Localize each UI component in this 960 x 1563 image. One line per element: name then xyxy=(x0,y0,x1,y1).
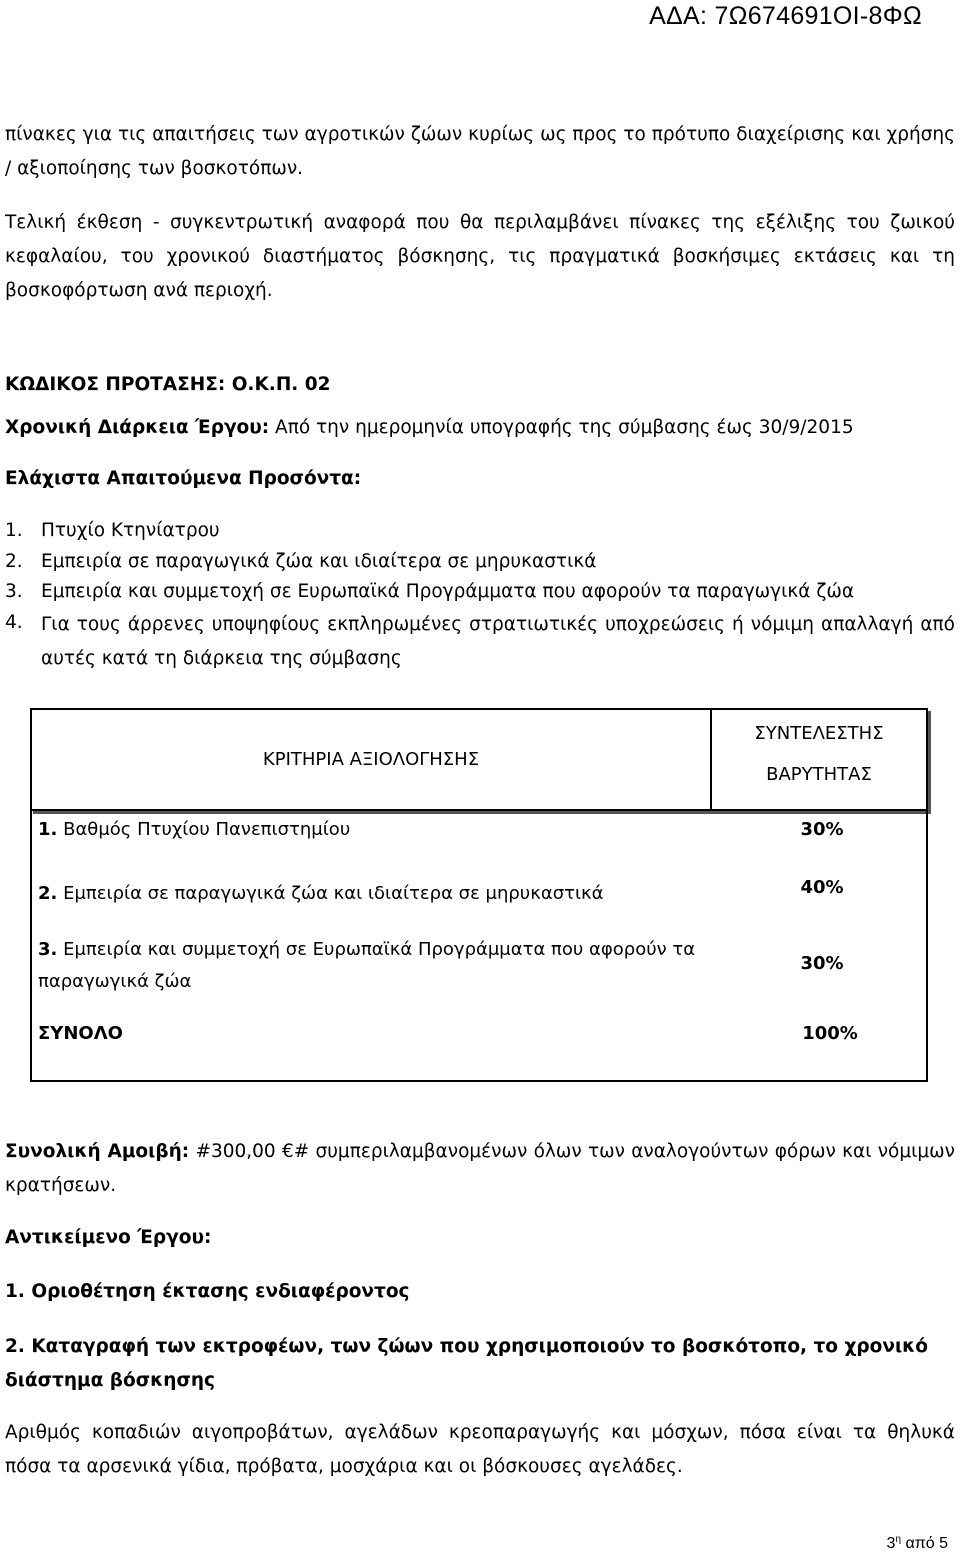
proposal-code: ΚΩΔΙΚΟΣ ΠΡΟΤΑΣΗΣ: Ο.Κ.Π. 02 xyxy=(5,374,331,395)
criterion-weight: 30% xyxy=(800,953,844,974)
list-item-text: Εμπειρία και συμμετοχή σε Ευρωπαϊκά Προγράμματα που αφορούν τα παραγωγικά ζώα xyxy=(41,581,855,602)
criterion-label xyxy=(38,934,698,998)
list-item xyxy=(5,547,955,578)
list-item-text: Εμπειρία σε παραγωγικά ζώα και ιδιαίτερα σε μηρυκαστικά xyxy=(41,550,597,572)
duration-label: Χρονική Διάρκεια Έργου: xyxy=(5,417,270,438)
criteria-table-header xyxy=(30,708,928,811)
criterion-weight: 40% xyxy=(800,877,844,898)
criterion-number: 3. xyxy=(38,939,58,960)
intro-paragraph-1: πίνακες για τις απαιτήσεις των αγροτικών ζώων κυρίως ως προς το πρότυπο διαχείρισης και χρήσης / αξιοποίησης των βοσκοτόπων. xyxy=(5,124,955,179)
list-item-text: Πτυχίο Κτηνίατρου xyxy=(41,520,220,541)
criterion-label xyxy=(38,878,718,910)
weight-header-line-2: ΒΑΡΥΤΗΤΑΣ xyxy=(766,764,872,785)
criterion-text: Βαθμός Πτυχίου Πανεπιστημίου xyxy=(57,819,351,840)
list-item xyxy=(5,516,955,547)
page-current: 3 xyxy=(886,1535,896,1552)
project-duration xyxy=(5,411,854,445)
criterion-text: Εμπειρία σε παραγωγικά ζώα και ιδιαίτερα σε μηρυκαστικά xyxy=(57,883,604,904)
fee-value: #300,00 €# συμπεριλαμβανομένων όλων των αναλογούντων φόρων και νόμιμων κρατήσεων. xyxy=(5,1141,955,1196)
page-ordinal: η xyxy=(895,1534,902,1545)
total-label: ΣΥΝΟΛΟ xyxy=(38,1023,123,1044)
weight-header-line-1: ΣΥΝΤΕΛΕΣΤΗΣ xyxy=(754,723,884,744)
criteria-total-row xyxy=(38,1018,888,1050)
fee-label: Συνολική Αμοιβή: xyxy=(5,1141,190,1162)
intro-paragraph-2: Τελική έκθεση - συγκεντρωτική αναφορά που θα περιλαμβάνει πίνακες της εξέλιξης του ζωικού κεφαλαίου, του χρονικού διαστήματος βόσκησης, τις πραγματικά βοσκήσιμες εκτάσεις και τη βοσκοφόρτωση ανά περιοχή. xyxy=(5,212,955,301)
duration-value: Από την ημερομηνία υπογραφής της σύμβασης έως 30/9/2015 xyxy=(269,417,854,438)
requirements-list xyxy=(5,516,955,676)
total-fee xyxy=(5,1135,955,1203)
list-item-number: 1. xyxy=(5,520,23,541)
criterion-text: Εμπειρία και συμμετοχή σε Ευρωπαϊκά Προγράμματα που αφορούν τα παραγωγικά ζώα xyxy=(38,939,696,992)
criterion-weight: 30% xyxy=(800,819,844,840)
total-value: 100% xyxy=(802,1023,858,1044)
subject-item-2-description: Αριθμός κοπαδιών αιγοπροβάτων, αγελάδων κρεοπαραγωγής και μόσχων, πόσα είναι τα θηλυκά πόσα τα αρσενικά γίδια, πρόβατα, μοσχάρια και οι βόσκουσες αγελάδες. xyxy=(5,1422,955,1477)
criterion-number: 1. xyxy=(38,819,58,840)
list-item xyxy=(5,577,955,608)
page-number xyxy=(887,1534,948,1553)
subject-item-2: 2. Καταγραφή των εκτροφέων, των ζώων που χρησιμοποιούν το βοσκότοπο, το χρονικό διάστημα βόσκησης xyxy=(5,1336,929,1391)
list-item-number: 4. xyxy=(5,611,23,633)
subject-item-1: 1. Οριοθέτηση έκτασης ενδιαφέροντος xyxy=(5,1281,410,1302)
list-item-number: 2. xyxy=(5,550,23,572)
criteria-header-label: ΚΡΙΤΗΡΙΑ ΑΞΙΟΛΟΓΗΣΗΣ xyxy=(262,749,480,770)
document-ada-code: ΑΔΑ: 7Ω674691ΟΙ-8ΦΩ xyxy=(649,2,922,30)
list-item-text: Για τους άρρενες υποψηφίους εκπληρωμένες στρατιωτικές υποχρεώσεις ή νόμιμη απαλλαγή από αυτές κατά τη διάρκεια της σύμβασης xyxy=(41,613,955,669)
criterion-number: 2. xyxy=(38,883,58,904)
weight-header xyxy=(710,710,926,809)
criterion-label xyxy=(38,814,718,846)
project-subject-title: Αντικείμενο Έργου: xyxy=(5,1227,212,1248)
page-total: από 5 xyxy=(901,1535,948,1552)
list-item-number: 3. xyxy=(5,581,23,602)
list-item xyxy=(5,608,955,676)
min-requirements-title: Ελάχιστα Απαιτούμενα Προσόντα: xyxy=(5,468,362,489)
